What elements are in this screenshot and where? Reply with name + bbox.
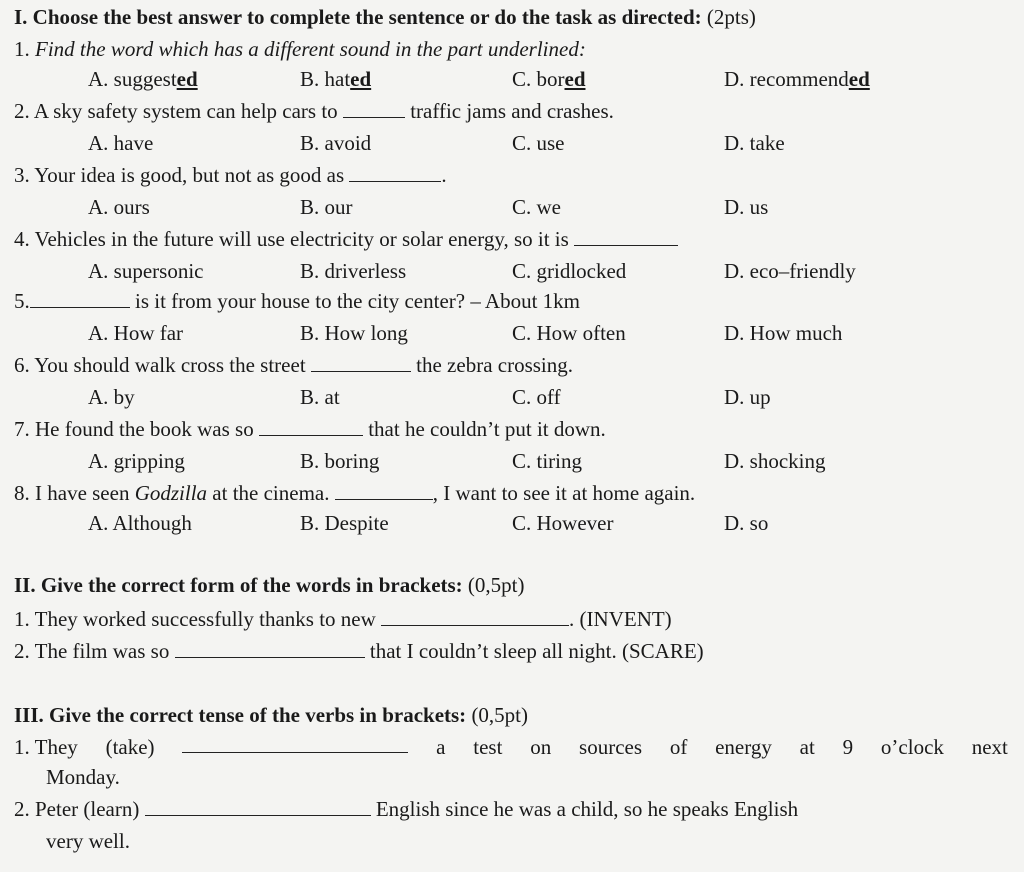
option-1-2-b: B. avoid xyxy=(300,131,372,155)
question-3-2: 2. Peter (learn) English since he was a child, so he speaks English xyxy=(14,797,799,821)
option-1-5-c: C. How often xyxy=(512,321,626,345)
answer-blank[interactable] xyxy=(574,227,678,246)
option-1-6-c: C. off xyxy=(512,385,561,409)
question-1-2: 2. A sky safety system can help cars to traffic jams and crashes. xyxy=(14,99,614,123)
option-1-3-a: A. ours xyxy=(88,195,150,219)
option-1-5-b: B. How long xyxy=(300,321,408,345)
answer-blank[interactable] xyxy=(335,481,433,500)
section-2-heading: II. Give the correct form of the words in brackets: (0,5pt) xyxy=(14,573,525,597)
option-1-3-d: D. us xyxy=(724,195,769,219)
option-1-7-b: B. boring xyxy=(300,449,380,473)
option-1-7-c: C. tiring xyxy=(512,449,583,473)
option-1-1-c: C. bored xyxy=(512,67,586,91)
option-1-7-a: A. gripping xyxy=(88,449,185,473)
answer-blank[interactable] xyxy=(349,163,441,182)
question-3-2-continuation: very well. xyxy=(46,829,130,853)
option-1-5-d: D. How much xyxy=(724,321,843,345)
option-1-1-a: A. suggested xyxy=(88,67,198,91)
question-2-2: 2. The film was so that I couldn’t sleep all night. (SCARE) xyxy=(14,639,704,663)
option-1-8-d: D. so xyxy=(724,511,769,535)
option-1-8-b: B. Despite xyxy=(300,511,389,535)
section-1-heading: I. Choose the best answer to complete the sentence or do the task as directed: (2pts) xyxy=(14,5,756,29)
option-1-6-a: A. by xyxy=(88,385,135,409)
option-1-8-c: C. However xyxy=(512,511,614,535)
answer-blank[interactable] xyxy=(145,797,371,816)
option-1-2-d: D. take xyxy=(724,131,785,155)
answer-blank[interactable] xyxy=(343,99,405,118)
question-2-1: 1. They worked successfully thanks to new . (INVENT) xyxy=(14,607,672,631)
option-1-4-a: A. supersonic xyxy=(88,259,204,283)
question-1-4: 4. Vehicles in the future will use electricity or solar energy, so it is xyxy=(14,226,678,252)
answer-blank[interactable] xyxy=(381,607,569,626)
question-1-1: 1. Find the word which has a different sound in the part underlined: xyxy=(14,37,586,61)
option-1-4-d: D. eco–friendly xyxy=(724,259,856,283)
option-1-2-c: C. use xyxy=(512,131,565,155)
option-1-3-b: B. our xyxy=(300,195,353,219)
question-1-3: 3. Your idea is good, but not as good as . xyxy=(14,163,447,187)
question-1-5: 5. is it from your house to the city center? – About 1km xyxy=(14,289,580,313)
option-1-8-a: A. Although xyxy=(88,511,192,535)
question-1-7: 7. He found the book was so that he couldn’t put it down. xyxy=(14,417,606,441)
question-3-1: 1. They (take) a test on sources of energy at 9 o’clock next xyxy=(14,735,1008,759)
question-3-1-continuation: Monday. xyxy=(46,765,120,789)
option-1-1-d: D. recommended xyxy=(724,67,870,91)
answer-blank[interactable] xyxy=(175,639,365,658)
option-1-3-c: C. we xyxy=(512,195,561,219)
option-1-7-d: D. shocking xyxy=(724,449,826,473)
answer-blank[interactable] xyxy=(311,353,411,372)
option-1-6-d: D. up xyxy=(724,385,771,409)
answer-blank[interactable] xyxy=(259,417,363,436)
question-1-8: 8. I have seen Godzilla at the cinema. , I want to see it at home again. xyxy=(14,481,696,505)
option-1-4-c: C. gridlocked xyxy=(512,259,627,283)
section-3-heading: III. Give the correct tense of the verbs in brackets: (0,5pt) xyxy=(14,703,529,727)
option-1-2-a: A. have xyxy=(88,131,154,155)
option-1-6-b: B. at xyxy=(300,385,340,409)
option-1-5-a: A. How far xyxy=(88,321,184,345)
option-1-4-b: B. driverless xyxy=(300,259,407,283)
option-1-1-b: B. hated xyxy=(300,67,372,91)
answer-blank[interactable] xyxy=(182,734,408,753)
answer-blank[interactable] xyxy=(30,289,130,308)
question-1-6: 6. You should walk cross the street the zebra crossing. xyxy=(14,353,574,377)
